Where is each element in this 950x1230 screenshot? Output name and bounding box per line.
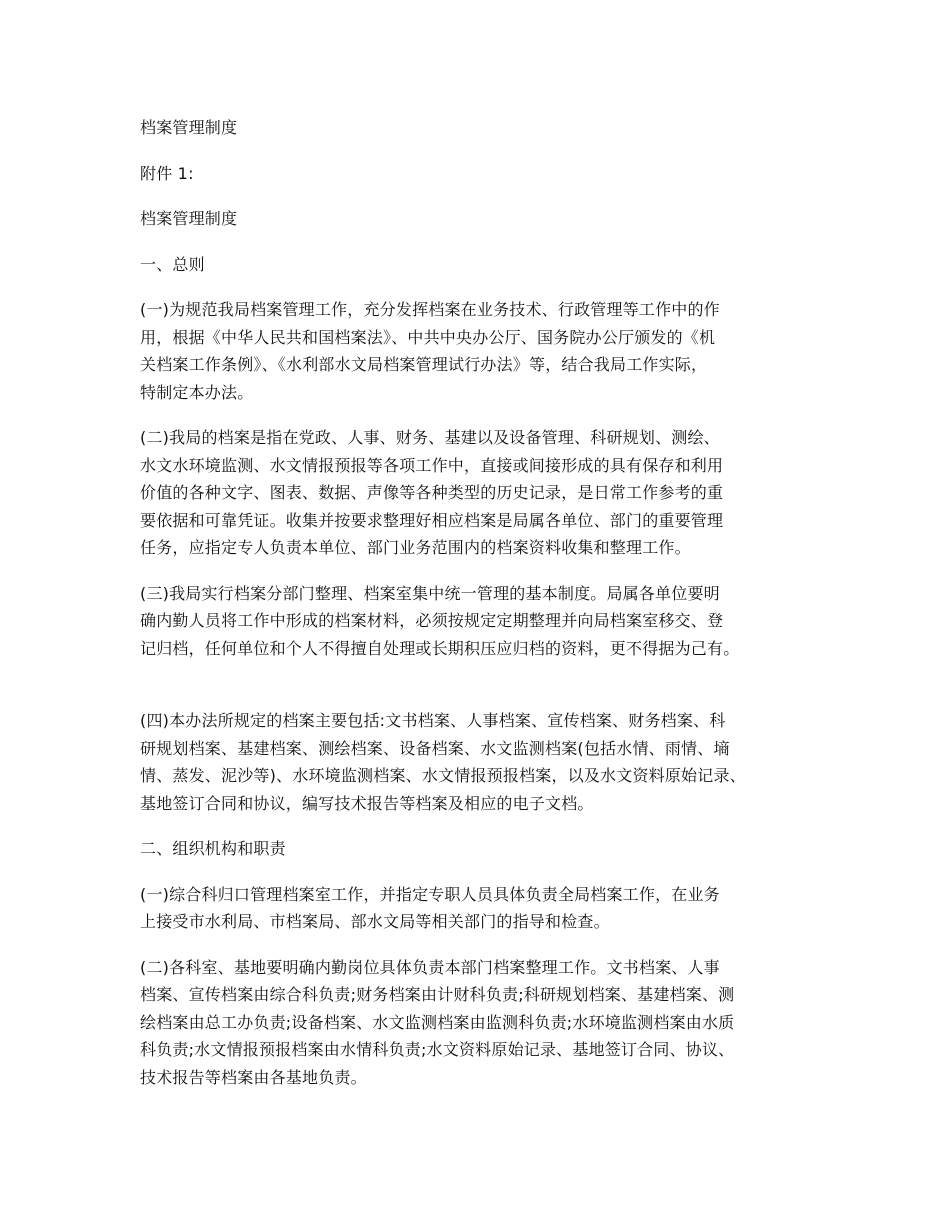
text-line: 技术报告等档案由各基地负责。 xyxy=(140,1067,367,1087)
text-line: 特制定本办法。 xyxy=(140,382,254,402)
text-line: 绘档案由总工办负责;设备档案、水文监测档案由监测科负责;水环境监测档案由水质 xyxy=(140,1012,735,1032)
text-line: 确内勤人员将工作中形成的档案材料，必须按规定定期整理并向局档案室移交、登 xyxy=(140,611,724,630)
text-line: 关档案工作条例》、《水利部水文局档案管理试行办法》等，结合我局工作实际， xyxy=(140,355,708,374)
text-line: (一)为规范我局档案管理工作，充分发挥档案在业务技术、行政管理等工作中的作 xyxy=(140,300,720,319)
paragraph-1-2 xyxy=(140,424,820,562)
paragraph-1-1 xyxy=(140,296,820,406)
text-line: 基地签订合同和协议，编写技术报告等档案及相应的电子文档。 xyxy=(140,793,594,813)
text-line: 档案、宣传档案由综合科负责;财务档案由计财科负责;科研规划档案、基建档案、测 xyxy=(140,985,735,1004)
text-line: 任务，应指定专人负责本单位、部门业务范围内的档案资料收集和整理工作。 xyxy=(140,538,691,557)
doc-subtitle: 档案管理制度 xyxy=(140,209,238,228)
paragraph-2-2 xyxy=(140,954,820,1092)
text-line: 用，根据《中华人民共和国档案法》、中共中央办公厅、国务院办公厅颁发的《机 xyxy=(140,327,716,347)
document-page xyxy=(140,114,820,1091)
text-line: 记归档，任何单位和个人不得擅自处理或长期积压应归档的资料，更不得据为己有。 xyxy=(140,638,740,658)
paragraph-1-4 xyxy=(140,707,820,817)
doc-title: 档案管理制度 xyxy=(140,118,238,137)
text-line: 价值的各种文字、图表、数据、声像等各种类型的历史记录，是日常工作参考的重 xyxy=(140,483,724,502)
text-line: 科负责;水文情报预报档案由水情科负责;水文资料原始记录、基地签订合同、协议、 xyxy=(140,1040,735,1059)
text-line: 要依据和可靠凭证。收集并按要求整理好相应档案是局属各单位、部门的重要管理 xyxy=(140,510,724,530)
paragraph-2-1 xyxy=(140,881,820,936)
text-line: (二)各科室、基地要明确内勤岗位具体负责本部门档案整理工作。文书档案、人事 xyxy=(140,957,720,977)
paragraph-1-3 xyxy=(140,580,820,663)
section-heading-organization: 二、组织机构和职责 xyxy=(140,839,286,858)
section-heading-general: 一、总则 xyxy=(140,254,205,274)
text-line: 上接受市水利局、市档案局、部水文局等相关部门的指导和检查。 xyxy=(140,912,610,931)
text-line: 研规划档案、基建档案、测绘档案、设备档案、水文监测档案(包括水情、雨情、墒 xyxy=(140,738,730,758)
text-line: (二)我局的档案是指在党政、人事、财务、基建以及设备管理、科研规划、测绘、 xyxy=(140,428,720,447)
text-line: (一)综合科归口管理档案室工作，并指定专职人员具体负责全局档案工作，在业务 xyxy=(140,884,720,904)
text-line: 水文水环境监测、水文情报预报等各项工作中，直接或间接形成的具有保存和利用 xyxy=(140,455,724,475)
text-line: (三)我局实行档案分部门整理、档案室集中统一管理的基本制度。局属各单位要明 xyxy=(140,583,720,603)
text-line: (四)本办法所规定的档案主要包括:文书档案、人事档案、宣传档案、财务档案、科 xyxy=(140,711,726,730)
attachment-label: 附件 1: xyxy=(140,163,194,183)
text-line: 情、蒸发、泥沙等)、水环境监测档案、水文情报预报档案，以及水文资料原始记录、 xyxy=(140,766,746,785)
